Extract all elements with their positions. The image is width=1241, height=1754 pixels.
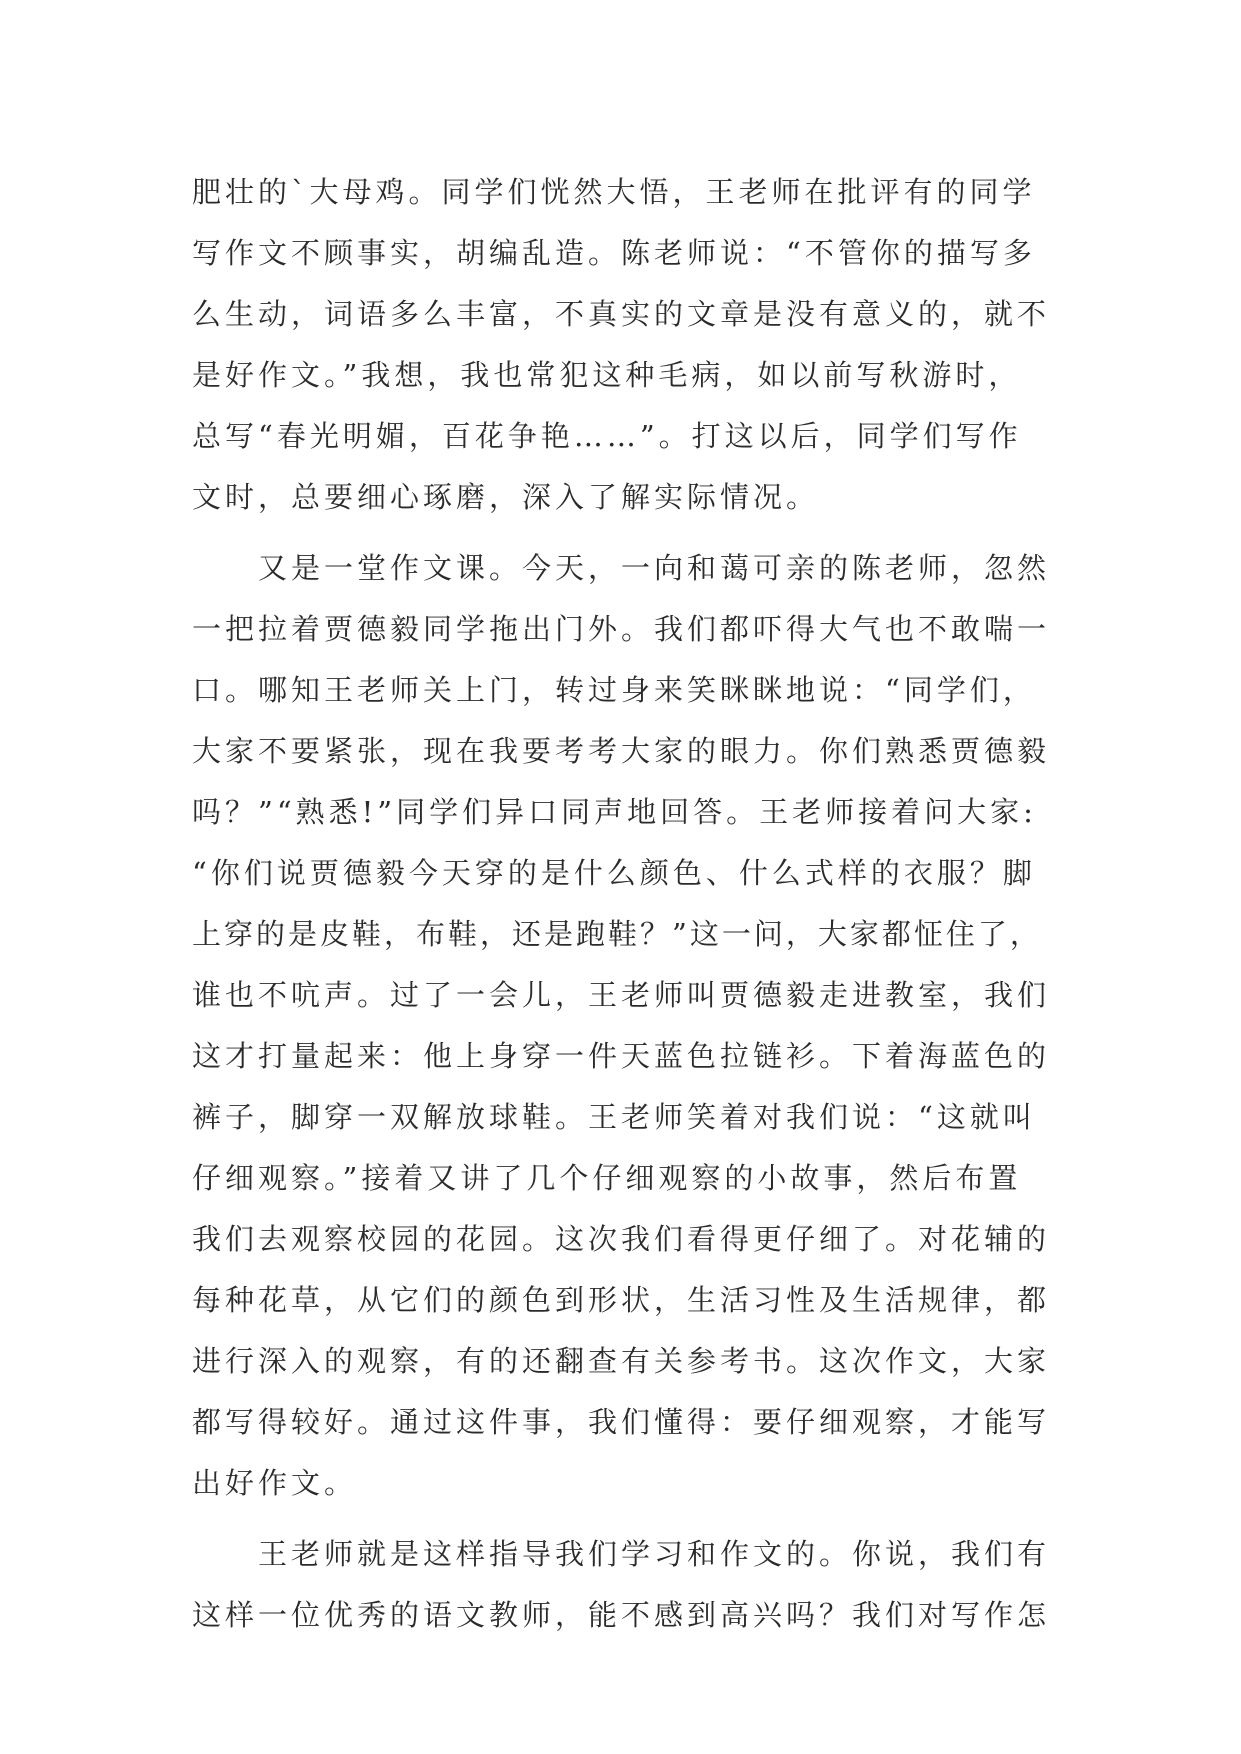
text-line: 文时，总要细心琢磨，深入了解实际情况。 <box>192 480 820 514</box>
text-line: 裤子，脚穿一双解放球鞋。王老师笑着对我们说：“这就叫 <box>192 1100 1036 1134</box>
text-line: 进行深入的观察，有的还翻查有关参考书。这次作文，大家 <box>192 1344 1051 1378</box>
text-line: 出好作文。 <box>192 1466 358 1500</box>
text-line: 一把拉着贾德毅同学拖出门外。我们都吓得大气也不敢喘一 <box>192 612 1051 646</box>
text-line: “你们说贾德毅今天穿的是什么颜色、什么式样的衣服？脚 <box>192 856 1036 890</box>
text-line: 都写得较好。通过这件事，我们懂得：要仔细观察，才能写 <box>192 1405 1051 1439</box>
text-line: 大家不要紧张，现在我要考考大家的眼力。你们熟悉贾德毅 <box>192 734 1051 768</box>
text-line: 这样一位优秀的语文教师，能不感到高兴吗？我们对写作怎 <box>192 1598 1051 1632</box>
text-line: 上穿的是皮鞋，布鞋，还是跑鞋？”这一问，大家都怔住了， <box>192 917 1042 951</box>
text-line: 每种花草，从它们的颜色到形状，生活习性及生活规律，都 <box>192 1283 1051 1317</box>
text-line: 仔细观察。”接着又讲了几个仔细观察的小故事，然后布置 <box>192 1161 1022 1195</box>
text-line: 吗？”“熟悉!”同学们异口同声地回答。王老师接着问大家: <box>192 795 1037 829</box>
text-line: 王老师就是这样指导我们学习和作文的。你说，我们有 <box>258 1537 1051 1571</box>
text-line: 口。哪知王老师关上门，转过身来笑眯眯地说：“同学们， <box>192 673 1036 707</box>
paragraph-1 <box>192 162 1052 528</box>
text-line: 我们去观察校园的花园。这次我们看得更仔细了。对花辅的 <box>192 1222 1051 1256</box>
body-text <box>192 162 1052 1646</box>
paragraph-2 <box>192 538 1052 1514</box>
text-line: 肥壮的`大母鸡。同学们恍然大悟，王老师在批评有的同学 <box>192 175 1036 209</box>
text-line: 总写“春光明媚，百花争艳……”。打这以后，同学们写作 <box>192 419 1022 453</box>
text-line: 写作文不顾事实，胡编乱造。陈老师说：“不管你的描写多 <box>192 236 1036 270</box>
text-line: 又是一堂作文课。今天，一向和蔼可亲的陈老师，忽然 <box>258 551 1051 585</box>
paragraph-3 <box>192 1524 1052 1646</box>
text-line: 谁也不吭声。过了一会儿，王老师叫贾德毅走进教室，我们 <box>192 978 1051 1012</box>
text-line: 这才打量起来：他上身穿一件天蓝色拉链衫。下着海蓝色的 <box>192 1039 1051 1073</box>
text-line: 么生动，词语多么丰富，不真实的文章是没有意义的，就不 <box>192 297 1051 331</box>
text-line: 是好作文。”我想，我也常犯这种毛病，如以前写秋游时， <box>192 358 1022 392</box>
